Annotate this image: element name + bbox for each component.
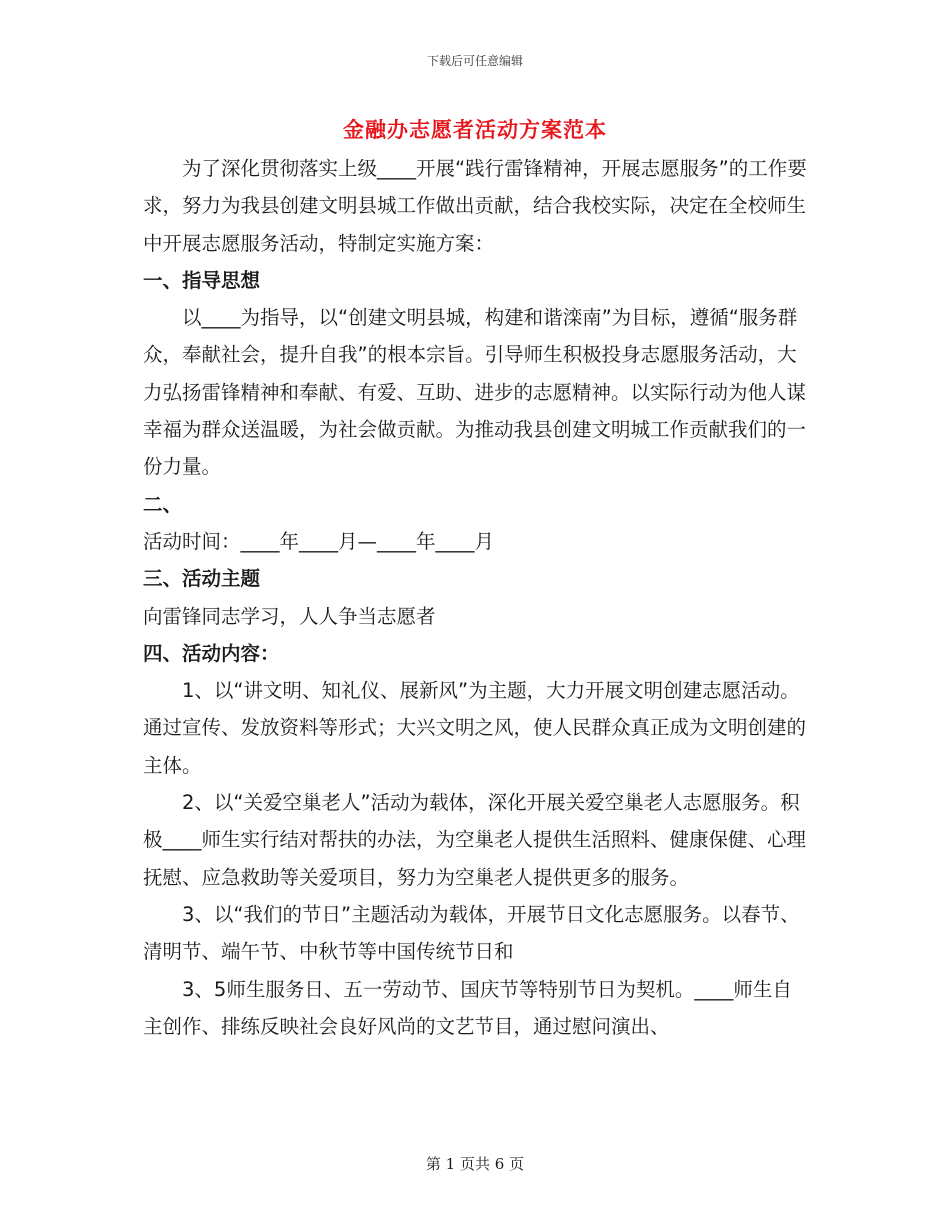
intro-paragraph: 为了深化贯彻落实上级____开展“践行雷锋精神，开展志愿服务”的工作要求，努力为我县创建文明县城工作做出贡献，结合我校实际，决定在全校师生中开展志愿服务活动，特制定实施方案： [143, 157, 807, 255]
document-body [143, 150, 808, 1045]
section-heading-guiding-ideology: 一、指导思想 [143, 268, 261, 292]
document-title: 金融办志愿者活动方案范本 [343, 118, 607, 142]
section-heading-activity-theme: 三、活动主题 [143, 567, 261, 591]
content-item-1: 1、以“讲文明、知礼仪、展新风”为主题，大力开展文明创建志愿活动。通过宣传、发放资料等形式；大兴文明之风，使人民群众真正成为文明创建的主体。 [143, 679, 807, 777]
activity-theme-paragraph: 向雷锋同志学习，人人争当志愿者 [143, 604, 436, 628]
activity-time-paragraph: 活动时间：____年____月—____年____月 [143, 529, 495, 553]
section-heading-two: 二、 [143, 492, 183, 516]
content-item-2: 2、以“关爱空巢老人”活动为载体，深化开展关爱空巢老人志愿服务。积极____师生实行结对帮扶的办法，为空巢老人提供生活照料、健康保健、心理抚慰、应急救助等关爱项目，努力为空巢老人提供更多的服务。 [143, 791, 807, 889]
content-item-3: 3、以“我们的节日”主题活动为载体，开展节日文化志愿服务。以春节、清明节、端午节、中秋节等中国传统节日和 [143, 902, 800, 964]
guiding-ideology-paragraph: 以____为指导，以“创建文明县城，构建和谐滦南”为目标，遵循“服务群众，奉献社会，提升自我”的根本宗旨。引导师生积极投身志愿服务活动，大力弘扬雷锋精神和奉献、有爱、互助、进步的志愿精神。以实际行动为他人谋幸福为群众送温暖，为社会做贡献。为推动我县创建文明城工作贡献我们的一份力量。 [143, 306, 807, 479]
content-item-3-continued: 3、5师生服务日、五一劳动节、国庆节等特别节日为契机。____师生自主创作、排练反映社会良好风尚的文艺节目，通过慰问演出、 [143, 977, 792, 1038]
page-header-note: 下载后可任意编辑 [426, 54, 523, 68]
page-number: 第 1 页共 6 页 [425, 1155, 525, 1173]
section-heading-activity-content: 四、活动内容： [143, 641, 280, 665]
